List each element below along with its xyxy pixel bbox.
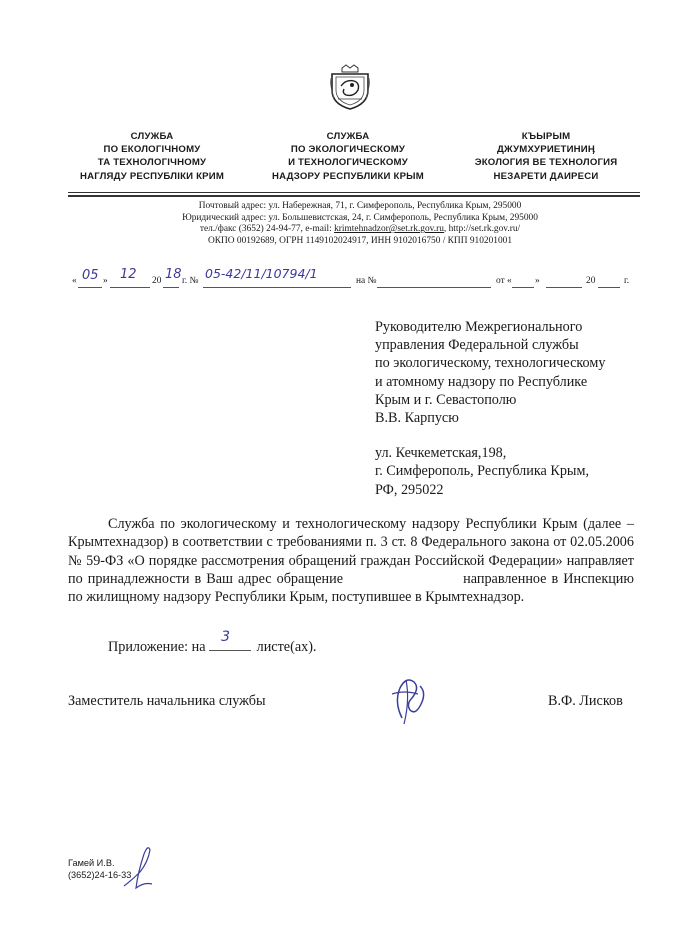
reply-date-label: от « [496, 276, 512, 286]
header-russian [258, 130, 438, 183]
body-text-part1: Служба по экологическому и технологическому надзору Республики Крым (далее – Крымтехнадзор) в соответствии с требованиями п. 3 ст. 8 Федерального закона от 02.05.2006 № 59-ФЗ «О порядке рассмотрения обращений граждан Российской Федерации» направляет по принадлежности в Ваш адрес обращение [68, 516, 634, 587]
annex-count: 3 [221, 629, 230, 645]
recipient-line: В.В. Карпусю [375, 410, 459, 427]
recipient-address-line: г. Симферополь, Республика Крым, [375, 463, 589, 480]
body-text-part2: направленное в Инспекцию по жилищному надзору Республики Крым, поступившее в Крымтехнадзор. [68, 570, 634, 606]
recipient-address-line: РФ, 295022 [375, 481, 444, 498]
header-line: И ТЕХНОЛОГИЧЕСКОМУ [288, 157, 408, 169]
header-ukrainian [62, 130, 242, 183]
reply-year-blank [598, 287, 620, 288]
executor-phone: (3652)24-16-33 [68, 869, 132, 880]
recipient-block [375, 318, 665, 499]
executor-signature [118, 842, 162, 896]
registry-codes: ОКПО 00192689, ОГРН 1149102024917, ИНН 9102016750 / КПП 910201001 [207, 235, 513, 246]
header-crimean-tatar [452, 130, 640, 183]
outgoing-number: 05-42/11/10794/1 [205, 266, 318, 281]
address-block [120, 201, 600, 247]
phone-fax: тел./факс (3652) 24-94-77, e-mail: [199, 224, 335, 235]
annex-prefix: Приложение: на [108, 639, 206, 655]
header-line: НЕЗАРЕТИ ДАИРЕСИ [493, 170, 599, 182]
executor-name: Гамей И.В. [68, 858, 115, 868]
header-line: НАДЗОРУ РЕСПУБЛИКИ КРЫМ [272, 170, 424, 182]
body-paragraph [68, 515, 634, 606]
recipient-line: Крым и г. Севастополю [375, 391, 517, 408]
header-line: СЛУЖБА [130, 131, 174, 142]
postal-address: Почтовый адрес: ул. Набережная, 71, г. Симферополь, Республика Крым, 295000 [198, 201, 522, 211]
header-line: ПО ЭКОЛОГИЧЕСКОМУ [290, 144, 406, 156]
recipient-line: по экологическому, технологическому [375, 355, 606, 372]
reply-number-label: на № [356, 276, 377, 286]
date-quote-open: « [72, 276, 77, 286]
date-quote-close: » [103, 276, 108, 286]
coat-of-arms-emblem [330, 64, 370, 110]
header-line: ТА ТЕХНОЛОГІЧНОМУ [97, 157, 207, 169]
underline [203, 287, 351, 288]
recipient-line: и атомному надзору по Республике [375, 373, 588, 390]
reply-quote-close: » [535, 276, 540, 286]
date-month: 12 [120, 267, 137, 282]
handwritten-signature [380, 672, 440, 728]
underline [78, 287, 102, 288]
header-line: НАГЛЯДУ РЕСПУБЛІКИ КРИМ [79, 170, 225, 182]
year-prefix: 20 [152, 276, 162, 286]
website: , http://set.rk.gov.ru/ [443, 224, 521, 235]
signatory-title: Заместитель начальника службы [68, 693, 266, 709]
signatory-name: В.Ф. Лисков [548, 693, 623, 709]
date-day: 05 [82, 268, 99, 283]
reply-day-blank [512, 287, 534, 288]
header-divider-thick [68, 195, 640, 197]
recipient-line: Руководителю Межрегионального [375, 319, 583, 335]
header-line: ЭКОЛОГИЯ ВЕ ТЕХНОЛОГИЯ [474, 157, 618, 169]
letter-body [68, 515, 634, 606]
legal-address: Юридический адрес: ул. Большевистская, 24, г. Симферополь, Республика Крым, 295000 [182, 212, 538, 223]
header-line: СЛУЖБА [326, 131, 370, 142]
underline [163, 287, 179, 288]
reply-number-blank [377, 287, 491, 288]
header-divider [68, 192, 640, 193]
annex-suffix: листе(ах). [256, 639, 317, 655]
spacer [375, 427, 665, 444]
annex-count-field [209, 629, 251, 651]
registration-line [72, 268, 642, 290]
reply-month-blank [546, 287, 582, 288]
annex-line [108, 629, 317, 656]
recipient-line: управления Федеральной службы [375, 337, 579, 354]
date-year: 18 [165, 267, 182, 282]
email-link[interactable]: krimtehnadzor@set.rk.gov.ru [334, 224, 444, 235]
contacts-line [120, 224, 600, 236]
header-line: КЪЫРЫМ [521, 131, 571, 142]
reply-year-prefix: 20 [586, 276, 596, 286]
underline [110, 287, 150, 288]
header-line: ПО ЕКОЛОГІЧНОМУ [103, 144, 201, 156]
number-label: г. № [182, 276, 199, 286]
header-line: ДЖУМХУРИЕТИНИӉ [496, 144, 596, 156]
recipient-address-line: ул. Кечкеметская,198, [375, 445, 507, 462]
year-suffix: г. [624, 276, 630, 286]
